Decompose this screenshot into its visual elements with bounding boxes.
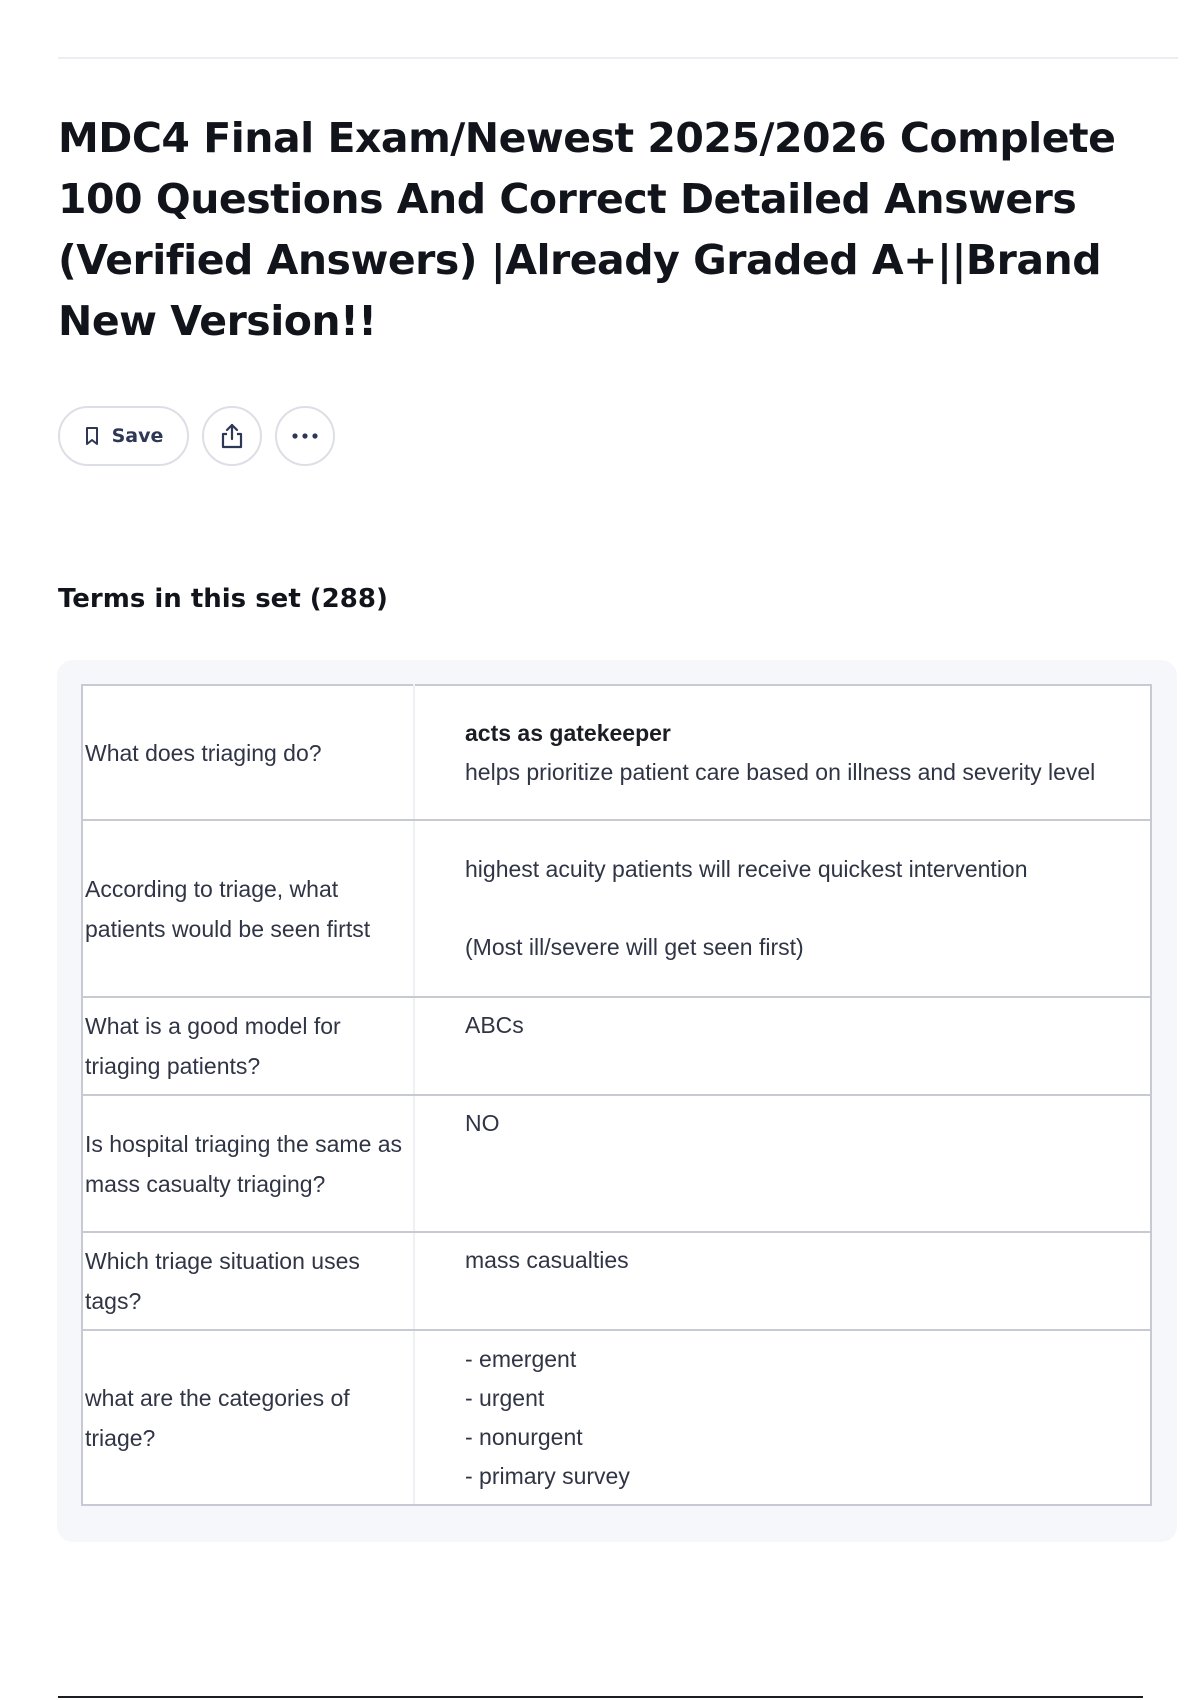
share-button[interactable] — [202, 406, 262, 466]
definition-line: - primary survey — [465, 1462, 630, 1489]
definition-line: mass casualties — [465, 1247, 629, 1273]
term-cell: Which triage situation uses tags? — [82, 1232, 414, 1330]
table-row — [82, 1232, 1151, 1330]
definition-line: - nonurgent — [465, 1423, 583, 1450]
definition-cell — [414, 1232, 1151, 1330]
term-cell: what are the categories of triage? — [82, 1330, 414, 1505]
term-cell: What is a good model for triaging patients? — [82, 997, 414, 1095]
terms-table — [81, 684, 1152, 1506]
bookmark-icon — [84, 426, 100, 446]
definition-bold: acts as gatekeeper — [465, 719, 671, 746]
term-cell: Is hospital triaging the same as mass casualty triaging? — [82, 1095, 414, 1232]
share-icon — [219, 422, 245, 450]
definition-cell — [414, 1095, 1151, 1232]
save-button-label: Save — [111, 425, 164, 447]
term-cell: What does triaging do? — [82, 685, 414, 820]
definition-line — [465, 889, 1110, 928]
page-title: MDC4 Final Exam/Newest 2025/2026 Complete 100 Questions And Correct Detailed Answers (Verified Answers) |Already Graded A+||Brand New Version!! — [58, 114, 1116, 345]
table-row — [82, 1330, 1151, 1505]
more-options-button[interactable] — [275, 406, 335, 466]
definition-line: ABCs — [465, 1012, 524, 1038]
definition-line: helps prioritize patient care based on illness and severity level — [465, 758, 1096, 785]
term-cell: According to triage, what patients would be seen firtst — [82, 820, 414, 997]
table-row — [82, 685, 1151, 820]
terms-heading: Terms in this set (288) — [58, 584, 388, 614]
definition-line: highest acuity patients will receive quickest intervention — [465, 856, 1028, 882]
definition-line: (Most ill/severe will get seen first) — [465, 934, 804, 960]
definition-cell — [414, 685, 1151, 820]
more-options-icon — [291, 432, 319, 440]
table-row — [82, 1095, 1151, 1232]
definition-cell — [414, 1330, 1151, 1505]
top-divider — [58, 57, 1178, 59]
definition-line: - emergent — [465, 1345, 577, 1372]
definition-cell — [414, 820, 1151, 997]
definition-line: NO — [465, 1110, 500, 1136]
definition-cell — [414, 997, 1151, 1095]
action-bar — [58, 406, 335, 466]
table-row — [82, 997, 1151, 1095]
save-button[interactable] — [58, 406, 189, 466]
definition-line: - urgent — [465, 1384, 545, 1411]
table-row — [82, 820, 1151, 997]
bottom-divider — [58, 1696, 1143, 1698]
